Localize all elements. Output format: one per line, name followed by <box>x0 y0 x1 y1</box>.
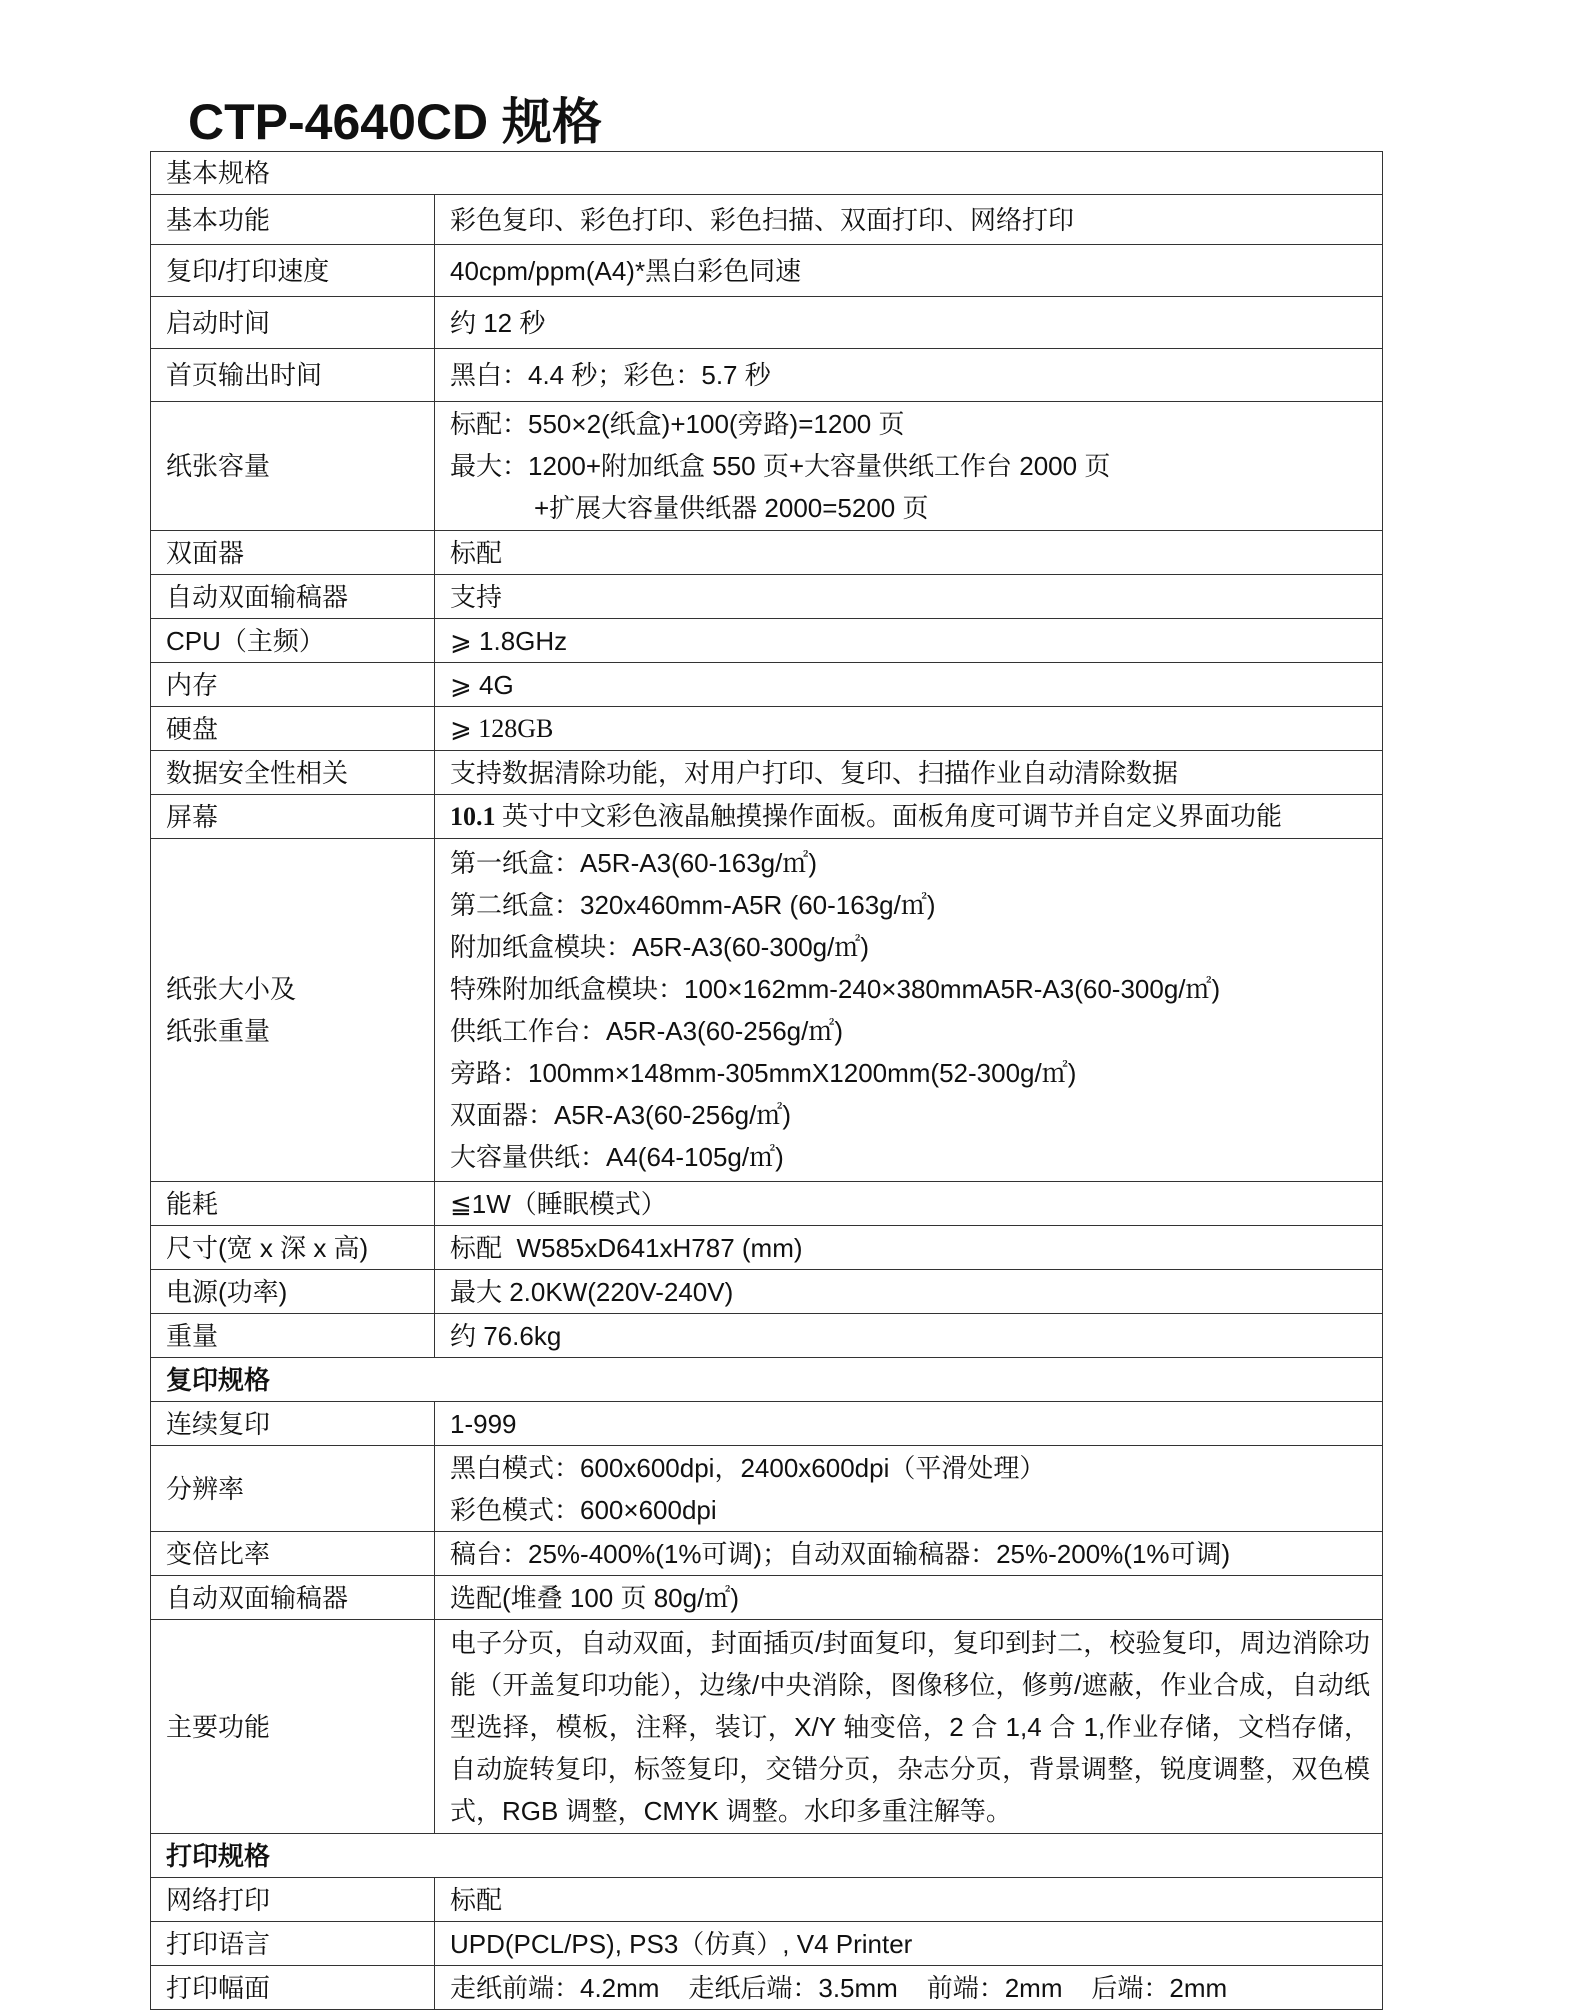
row-label: 屏幕 <box>151 795 435 839</box>
section-header-basic: 基本规格 <box>151 152 1383 195</box>
row-value: UPD(PCL/PS), PS3（仿真）, V4 Printer <box>435 1922 1383 1966</box>
row-value: ⩾ 1.8GHz <box>435 619 1383 663</box>
row-value: 标配 <box>435 1878 1383 1922</box>
table-row <box>151 1922 1383 1966</box>
spec-table <box>150 151 1383 2010</box>
table-row <box>151 402 1383 531</box>
table-row <box>151 707 1383 751</box>
row-label: CPU（主频） <box>151 619 435 663</box>
row-value: 10.1 英寸中文彩色液晶触摸操作面板。面板角度可调节并自定义界面功能 <box>435 795 1383 839</box>
table-row <box>151 245 1383 297</box>
table-row <box>151 575 1383 619</box>
row-value: 选配(堆叠 100 页 80g/㎡) <box>435 1576 1383 1620</box>
row-label: 首页输出时间 <box>151 349 435 402</box>
row-value: 支持数据清除功能，对用户打印、复印、扫描作业自动清除数据 <box>435 751 1383 795</box>
section-header-print: 打印规格 <box>151 1834 1383 1878</box>
row-value: ≦1W（睡眠模式） <box>435 1182 1383 1226</box>
row-label: 数据安全性相关 <box>151 751 435 795</box>
table-row <box>151 1966 1383 2010</box>
table-row <box>151 1446 1383 1532</box>
table-row <box>151 619 1383 663</box>
row-value: 走纸前端：4.2mm 走纸后端：3.5mm 前端：2mm 后端：2mm <box>435 1966 1383 2010</box>
row-value: 约 76.6kg <box>435 1314 1383 1358</box>
table-row <box>151 1402 1383 1446</box>
table-row <box>151 795 1383 839</box>
row-label: 纸张容量 <box>151 402 435 531</box>
table-row <box>151 751 1383 795</box>
row-label: 打印语言 <box>151 1922 435 1966</box>
section-header-row <box>151 1358 1383 1402</box>
row-label: 双面器 <box>151 531 435 575</box>
row-value: ⩾ 4G <box>435 663 1383 707</box>
row-label: 尺寸(宽 x 深 x 高) <box>151 1226 435 1270</box>
row-label: 能耗 <box>151 1182 435 1226</box>
row-value: 最大 2.0KW(220V-240V) <box>435 1270 1383 1314</box>
row-value: 黑白模式：600x600dpi，2400x600dpi（平滑处理） 彩色模式：600×600dpi <box>435 1446 1383 1532</box>
row-value: 1-999 <box>435 1402 1383 1446</box>
row-value: 标配：550×2(纸盒)+100(旁路)=1200 页 最大：1200+附加纸盒 550 页+大容量供纸工作台 2000 页 +扩展大容量供纸器 2000=5200 页 <box>435 402 1383 531</box>
row-value: 标配 <box>435 531 1383 575</box>
table-row <box>151 1314 1383 1358</box>
table-row <box>151 297 1383 349</box>
row-label: 连续复印 <box>151 1402 435 1446</box>
table-row <box>151 349 1383 402</box>
row-label: 内存 <box>151 663 435 707</box>
row-label: 自动双面输稿器 <box>151 1576 435 1620</box>
section-header-row <box>151 1834 1383 1878</box>
row-value: 第一纸盒：A5R-A3(60-163g/㎡) 第二纸盒：320x460mm-A5R (60-163g/㎡) 附加纸盒模块：A5R-A3(60-300g/㎡) 特殊附加纸盒模块：100×162mm-240×380mmA5R-A3(60-300g/㎡) 供纸工作台：A5R-A3(60-256g/㎡) 旁路：100mm×148mm-305mmX1200mm(52-300g/㎡) 双面器：A5R-A3(60-256g/㎡) 大容量供纸：A4(64-105g/㎡) <box>435 839 1383 1182</box>
row-value: 支持 <box>435 575 1383 619</box>
document-title: CTP-4640CD 规格 <box>188 94 602 150</box>
table-row <box>151 1226 1383 1270</box>
row-label: 网络打印 <box>151 1878 435 1922</box>
table-row <box>151 531 1383 575</box>
table-row <box>151 1182 1383 1226</box>
row-value: 约 12 秒 <box>435 297 1383 349</box>
row-value: 黑白：4.4 秒；彩色：5.7 秒 <box>435 349 1383 402</box>
row-label: 自动双面输稿器 <box>151 575 435 619</box>
row-label: 硬盘 <box>151 707 435 751</box>
table-row <box>151 1576 1383 1620</box>
row-value: 稿台：25%-400%(1%可调)；自动双面输稿器：25%-200%(1%可调) <box>435 1532 1383 1576</box>
table-row <box>151 1878 1383 1922</box>
row-value: 标配 W585xD641xH787 (mm) <box>435 1226 1383 1270</box>
row-value: ⩾ 128GB <box>435 707 1383 751</box>
row-label: 打印幅面 <box>151 1966 435 2010</box>
table-row <box>151 1270 1383 1314</box>
row-label: 分辨率 <box>151 1446 435 1532</box>
row-label: 复印/打印速度 <box>151 245 435 297</box>
table-row <box>151 663 1383 707</box>
row-value: 电子分页，自动双面，封面插页/封面复印，复印到封二，校验复印，周边消除功能（开盖复印功能），边缘/中央消除，图像移位，修剪/遮蔽，作业合成，自动纸型选择，模板，注释，装订，X/Y 轴变倍，2 合 1,4 合 1,作业存储，文档存储，自动旋转复印，标签复印，交错分页，杂志分页，背景调整，锐度调整，双色模式，RGB 调整，CMYK 调整。水印多重注解等。 <box>435 1620 1383 1834</box>
row-label: 变倍比率 <box>151 1532 435 1576</box>
row-value: 彩色复印、彩色打印、彩色扫描、双面打印、网络打印 <box>435 195 1383 245</box>
section-header-row <box>151 152 1383 195</box>
table-row <box>151 1532 1383 1576</box>
row-value: 40cpm/ppm(A4)*黑白彩色同速 <box>435 245 1383 297</box>
table-row <box>151 839 1383 1182</box>
section-header-copy: 复印规格 <box>151 1358 1383 1402</box>
row-label: 基本功能 <box>151 195 435 245</box>
row-label: 纸张大小及 纸张重量 <box>151 839 435 1182</box>
table-row <box>151 1620 1383 1834</box>
row-label: 主要功能 <box>151 1620 435 1834</box>
table-row <box>151 195 1383 245</box>
row-label: 电源(功率) <box>151 1270 435 1314</box>
row-label: 启动时间 <box>151 297 435 349</box>
row-label: 重量 <box>151 1314 435 1358</box>
